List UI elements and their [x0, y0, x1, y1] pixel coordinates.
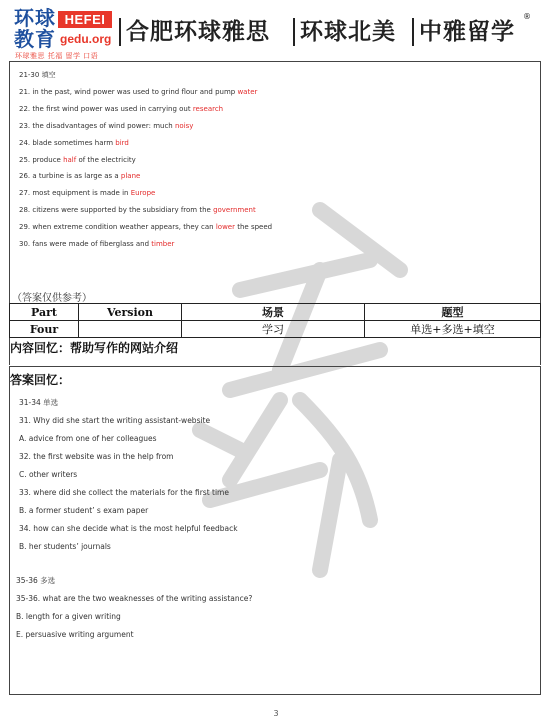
registered-mark: ®	[523, 12, 531, 21]
question-text: 34. how can she decide what is the most helpful feedback	[19, 524, 238, 533]
question-text: 22. the first wind power was used in carrying out	[19, 105, 193, 113]
answer-text: government	[213, 206, 256, 214]
answer-text: noisy	[174, 122, 194, 130]
question-text-tail: of the electricity	[76, 156, 136, 164]
list-item	[19, 172, 140, 181]
section-heading: 35-36 多选	[16, 576, 56, 585]
answer-text: timber	[151, 240, 175, 248]
logo-badge: HEFEI	[58, 11, 112, 28]
header-divider	[119, 18, 121, 46]
answer-text: B. a former student’ s exam paper	[19, 506, 149, 515]
list-item	[19, 206, 256, 215]
cell-scene: 学习	[182, 321, 365, 338]
answer-recall-title: 答案回忆：	[10, 373, 71, 387]
cell-question-type: 单选+多选+填空	[365, 321, 541, 338]
question-text: 28. citizens were supported by the subsidiary from the	[19, 206, 214, 214]
reference-note: （答案仅供参考）	[12, 293, 92, 304]
answer-text: half	[63, 156, 77, 164]
list-item	[19, 189, 155, 198]
brand-study-abroad: 中雅留学	[419, 19, 515, 45]
page-header	[0, 0, 552, 62]
brand-north-america: 环球北美	[300, 19, 396, 45]
header-scene: 场景	[182, 304, 365, 321]
list-item	[19, 139, 129, 148]
answer-text: A. advice from one of her colleagues	[19, 434, 157, 443]
brand-hefei-ielts: 合肥环球雅思	[126, 19, 270, 45]
list-item	[19, 240, 174, 249]
answer-text: plane	[120, 172, 141, 180]
answer-text: Europe	[130, 189, 156, 197]
question-text: 25. produce	[19, 156, 64, 164]
answer-text: research	[192, 105, 224, 113]
logo-tagline: 环球雅思 托福 留学 口语	[15, 52, 99, 60]
section-heading: 21-30 填空	[19, 71, 56, 79]
section-heading: 31-34 单选	[19, 398, 59, 407]
list-item	[19, 88, 257, 97]
info-table	[9, 303, 541, 338]
question-text: 33. where did she collect the materials for the first time	[19, 488, 229, 497]
answer-text: water	[237, 88, 258, 96]
page-number: 3	[273, 709, 279, 718]
header-divider	[293, 18, 295, 46]
logo-text-line2: 教育	[14, 27, 56, 51]
logo-text-line1: 环球	[14, 6, 56, 30]
list-item	[19, 105, 223, 114]
question-text: 21. in the past, wind power was used to grind flour and pump	[19, 88, 238, 96]
question-text: 27. most equipment is made in	[19, 189, 131, 197]
answer-text: C. other writers	[19, 470, 78, 479]
logo-url: gedu.org	[60, 32, 112, 46]
list-item	[19, 122, 193, 131]
question-text: 35-36. what are the two weaknesses of the writing assistance?	[16, 594, 253, 603]
answer-text: lower	[215, 223, 235, 231]
answer-text: E. persuasive writing argument	[16, 630, 134, 639]
question-text: 31. Why did she start the writing assistant-website	[19, 416, 211, 425]
cell-part: Four	[10, 321, 79, 338]
question-text: 26. a turbine is as large as a	[19, 172, 121, 180]
header-version: Version	[79, 304, 182, 321]
question-text: 29. when extreme condition weather appears, they can	[19, 223, 216, 231]
question-text-tail: the speed	[235, 223, 273, 231]
list-item	[19, 156, 136, 165]
header-part: Part	[10, 304, 79, 321]
answer-text: B. her students’ journals	[19, 542, 111, 551]
header-question-type: 题型	[365, 304, 541, 321]
table-header-row	[10, 304, 541, 321]
question-text: 32. the first website was in the help from	[19, 452, 174, 461]
answer-text: B. length for a given writing	[16, 612, 121, 621]
answers-box-21-30	[9, 61, 541, 304]
table-row	[10, 321, 541, 338]
answer-text: bird	[115, 139, 129, 147]
header-divider	[412, 18, 414, 46]
list-item	[19, 223, 272, 232]
question-text: 30. fans were made of fiberglass and	[19, 240, 152, 248]
content-recall-title: 内容回忆：帮助写作的网站介绍	[10, 341, 179, 355]
question-text: 23. the disadvantages of wind power: much	[19, 122, 175, 130]
question-text: 24. blade sometimes harm	[19, 139, 116, 147]
cell-version	[79, 321, 182, 338]
